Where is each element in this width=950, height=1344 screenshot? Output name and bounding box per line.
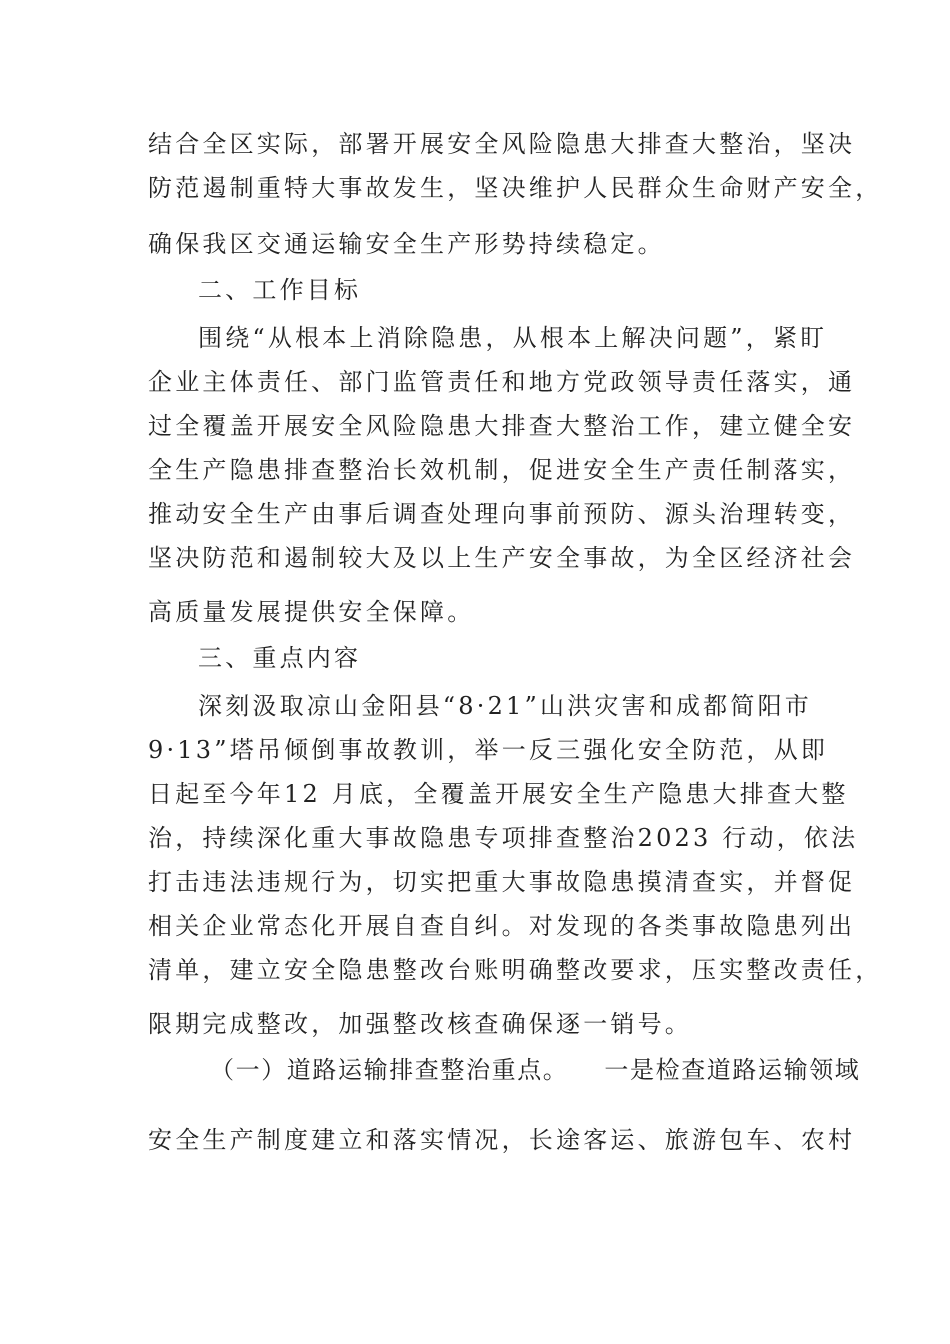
body-line: 安全生产制度建立和落实情况，长途客运、旅游包车、农村	[148, 1126, 856, 1154]
body-line: 推动安全生产由事后调查处理向事前预防、源头治理转变，	[148, 500, 856, 528]
subsection-line	[210, 1054, 861, 1086]
body-line: 治，持续深化重大事故隐患专项排查整治2023 行动，依法	[148, 824, 859, 852]
section-heading-goals: 二、工作目标	[198, 276, 362, 304]
body-line: 围绕“从根本上消除隐患，从根本上解决问题”，紧盯	[198, 324, 828, 352]
body-line: 高质量发展提供安全保障。	[148, 598, 475, 626]
body-line: 9·13”塔吊倾倒事故教训，举一反三强化安全防范，从即	[148, 736, 829, 764]
body-line: 确保我区交通运输安全生产形势持续稳定。	[148, 230, 665, 258]
body-line: 相关企业常态化开展自查自纠。对发现的各类事故隐患列出	[148, 912, 856, 940]
body-line: 深刻汲取凉山金阳县“8·21”山洪灾害和成都简阳市	[198, 692, 812, 720]
body-line: 企业主体责任、部门监管责任和地方党政领导责任落实，通	[148, 368, 856, 396]
body-line: 打击违法违规行为，切实把重大事故隐患摸清查实，并督促	[148, 868, 856, 896]
body-line: 限期完成整改，加强整改核查确保逐一销号。	[148, 1010, 692, 1038]
body-line: 坚决防范和遏制较大及以上生产安全事故，为全区经济社会	[148, 544, 856, 572]
section-heading-key-content: 三、重点内容	[198, 644, 362, 672]
body-line: 清单，建立安全隐患整改台账明确整改要求，压实整改责任，	[148, 956, 883, 984]
body-line: 过全覆盖开展安全风险隐患大排查大整治工作，建立健全安	[148, 412, 856, 440]
body-line: 结合全区实际，部署开展安全风险隐患大排查大整治，坚决	[148, 130, 856, 158]
subsection-text: 一是检查道路运输领域	[604, 1056, 861, 1084]
subsection-heading-road-transport: （一）道路运输排查整治重点。	[210, 1056, 569, 1084]
body-line: 日起至今年12 月底，全覆盖开展安全生产隐患大排查大整	[148, 780, 849, 808]
body-line: 防范遏制重特大事故发生，坚决维护人民群众生命财产安全，	[148, 174, 883, 202]
body-line: 全生产隐患排查整治长效机制，促进安全生产责任制落实，	[148, 456, 856, 484]
